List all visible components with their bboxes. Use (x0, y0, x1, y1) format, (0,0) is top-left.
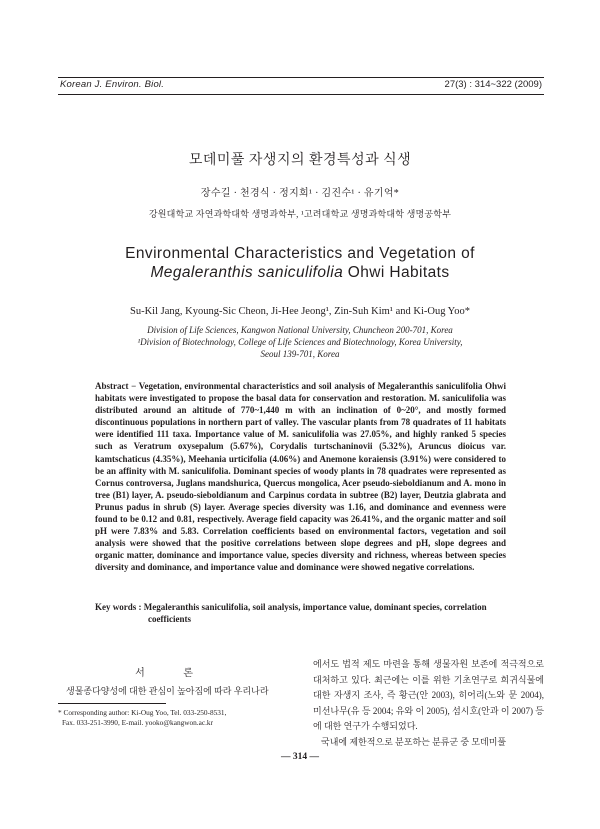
keywords-label: Key words : (95, 602, 142, 612)
journal-name: Korean J. Environ. Biol. (60, 79, 165, 90)
footnote-rule (58, 703, 166, 704)
keywords (95, 601, 506, 625)
footnote-line-1: * Corresponding author: Ki-Oug Yoo, Tel. 033-250-8531, (58, 708, 227, 717)
intro-right-paragraph-1: 에서도 법적 제도 마련을 통해 생물자원 보존에 적극적으로 대처하고 있다. 최근에는 이를 위한 기초연구로 희귀식물에 대한 자생지 조사, 즉 황근(안 2003), 히어리(노와 문 2004), 미선나무(유 등 2004; 유와 이 2005), 섬시호(안과 이 2007) 등에 대한 연구가 수행되었다. (313, 659, 544, 732)
english-title-line2 (0, 264, 600, 282)
footnote-line-2: Fax. 033-251-3990, E-mail. yooko@kangwon.ac.kr (62, 717, 214, 727)
english-affiliation-2: ¹Division of Biotechnology, College of Life Sciences and Biotechnology, Korea University, (137, 337, 463, 347)
header-top-rule (58, 77, 544, 78)
korean-affiliation: 강원대학교 자연과학대학 생명과학부, ¹고려대학교 생명과학대학 생명공학부 (148, 209, 452, 219)
abstract-label: Abstract (95, 381, 129, 391)
footnote (58, 708, 290, 727)
english-title-line1: Environmental Characteristics and Vegetation of (125, 245, 475, 262)
abstract-text: Vegetation, environmental characteristics and soil analysis of Megaleranthis saniculifolia Ohwi habitats were investigated to propose the basal data for conservation and restoration. M. saniculifolia was distributed around an altitude of 770~1,440 m with an inclination of 0~20°, and mostly formed discontinuous populations in northern part of valley. The vascular plants from 78 quadrates of 11 habitats were identified 111 taxa. Importance value of M. saniculifolia was 27.05%, and highly ranked 5 species such as Veratrum oxysepalum (5.67%), Corydalis turtschaninovii (5.32%), Aruncus dioicus var. kamtschaticus (4.35%), Meehania urticifolia (4.06%) and Anemone koraiensis (3.91%) were considered to be an affinity with M. saniculifolia. Dominant species of woody plants in 78 quadrates were represented as Cornus controversa, Juglans mandshurica, Quercus mongolica, Acer pseudo-sieboldianum and A. mono in tree (B1) layer, A. pseudo-sieboldianum and Carpinus cordata in subtree (B2) layer, Deutzia glabrata and Prunus padus in shrub (S) layer. Average species diversity was 1.16, and dominance and evenness were found to be 0.12 and 0.81, respectively. Average field capacity was 26.41%, and the organic matter and soil pH were 7.83% and 5.83. Correlation coefficients based on environmental factors, vegetation and soil analysis were showed that the positive correlations between slope degrees and pH, slope degrees and organic matter, dominance and importance value, species diversity and richness, whereas between species diversity and dominance, and importance value and dominance were showed negative correlations. (95, 381, 506, 573)
abstract: Abstract − Vegetation, environmental characteristics and soil analysis of Megaleranthis saniculifolia Ohwi habitats were investigated to propose the basal data for conservation and restoration. M. saniculifolia was distributed around an altitude of 770~1,440 m with an inclination of 0~20°, and mostly formed discontinuous populations in northern part of valley. The vascular plants from 78 quadrates of 11 habitats were identified 111 taxa. Importance value of M. saniculifolia was 27.05%, and highly ranked 5 species such as Veratrum oxysepalum (5.67%), Corydalis turtschaninovii (5.32%), Aruncus dioicus var. kamtschaticus (4.35%), Meehania urticifolia (4.06%) and Anemone koraiensis (3.91%) were considered to be an affinity with M. saniculifolia. Dominant species of woody plants in 78 quadrates were represented as Cornus controversa, Juglans mandshurica, Quercus mongolica, Acer pseudo-sieboldianum and A. mono in tree (B1) layer, A. pseudo-sieboldianum and Carpinus cordata in subtree (B2) layer, Deutzia glabrata and Prunus padus in shrub (S) layer. Average species diversity was 1.16, and dominance and evenness were found to be 0.12 and 0.81, respectively. Average field capacity was 26.41%, and the organic matter and soil pH were 7.83% and 5.83. Correlation coefficients based on environmental factors, vegetation and soil analysis were showed that the positive correlations between slope degrees and pH, slope degrees and organic matter, dominance and importance value, species diversity and richness, whereas between species diversity and dominance, and importance value and dominance were showed negative correlations. (95, 381, 506, 573)
page-number: — 314 — (281, 752, 319, 762)
korean-authors: 장수길 · 천경식 · 정지희¹ · 김진수¹ · 유기억* (200, 188, 400, 199)
english-affiliation-1: Division of Life Sciences, Kangwon National University, Chuncheon 200-701, Korea (147, 325, 453, 335)
issue-info: 27(3) : 314~322 (2009) (444, 79, 542, 90)
species-name: Megaleranthis saniculifolia (150, 264, 344, 281)
keywords-text: Megaleranthis saniculifolia, soil analysis, importance value, dominant species, correlation coefficients (143, 602, 487, 625)
intro-right-paragraph-2: 국내에 제한적으로 분포하는 분류군 중 모데미풀 (321, 736, 507, 747)
intro-right-column (313, 657, 544, 751)
section-title-introduction: 서 론 (135, 668, 211, 679)
running-header (58, 79, 544, 93)
intro-left-text: 생물종다양성에 대한 관심이 높아짐에 따라 우리나라 (66, 686, 269, 696)
english-affiliation-3: Seoul 139-701, Korea (260, 349, 340, 359)
english-title-rest: Ohwi Habitats (343, 264, 450, 281)
korean-title: 모데미풀 자생지의 환경특성과 식생 (188, 153, 412, 168)
header-bottom-rule (58, 94, 544, 95)
english-authors: Su-Kil Jang, Kyoung-Sic Cheon, Ji-Hee Jeong¹, Zin-Suh Kim¹ and Ki-Oug Yoo* (130, 306, 470, 317)
